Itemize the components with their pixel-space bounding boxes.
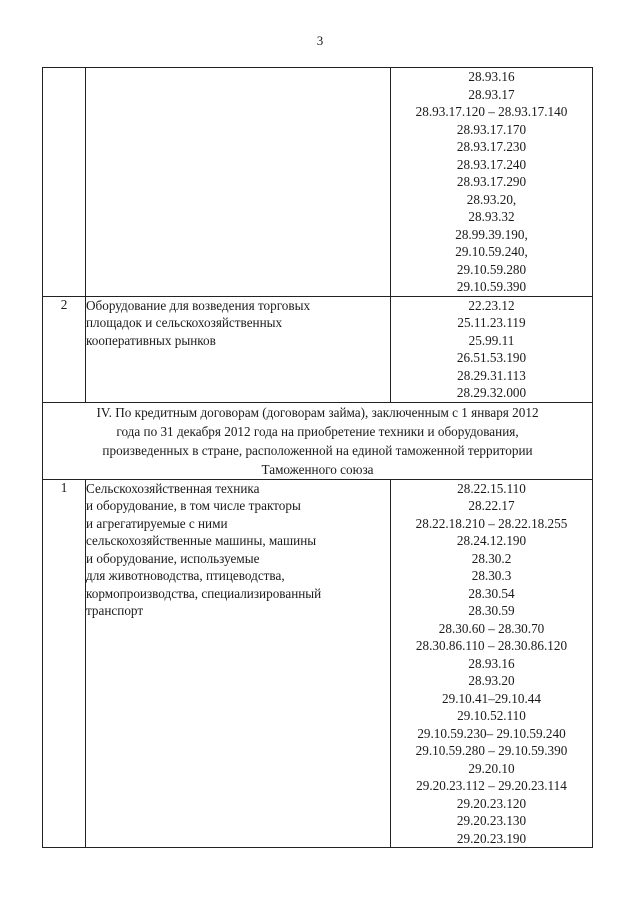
code-item: 29.20.23.190 [456, 830, 527, 846]
code-item: 29.10.59.390 [456, 279, 527, 294]
equipment-codes-table [42, 67, 593, 848]
description-line: транспорт [86, 603, 144, 618]
code-item: 28.30.60 – 28.30.70 [438, 620, 545, 636]
section-heading-line: IV. По кредитным договорам (договорам займа), заключенным с 1 января 2012 [96, 404, 539, 420]
section-header-row [43, 402, 593, 479]
description-line: сельскохозяйственные машины, машины [86, 533, 317, 548]
code-item: 28.99.39.190, [455, 226, 528, 242]
code-item: 25.99.11 [468, 332, 515, 348]
code-item: 28.93.17 [468, 86, 515, 102]
description-line: кормопроизводства, специализированный [86, 585, 322, 601]
number-cell [43, 68, 86, 297]
page-number: 3 [316, 33, 324, 48]
section-heading-line: произведенных в стране, расположенной на единой таможенной территории [102, 442, 533, 458]
code-item: 29.10.59.280 [456, 261, 527, 277]
code-item: 29.20.23.130 [456, 813, 527, 828]
code-item: 28.30.54 [468, 585, 515, 601]
code-item: 28.24.12.190 [456, 533, 527, 548]
code-item: 28.30.86.110 – 28.30.86.120 [415, 638, 568, 653]
codes-cell [391, 296, 593, 402]
code-item: 28.22.15.110 [457, 480, 526, 496]
description-line: Оборудование для возведения торговых [86, 297, 311, 313]
code-item: 25.11.23.119 [457, 315, 526, 330]
code-item: 22.23.12 [468, 297, 515, 313]
code-item: 28.29.31.113 [457, 367, 526, 383]
code-item: 28.22.18.210 – 28.22.18.255 [415, 515, 568, 531]
codes-cell [391, 479, 593, 848]
code-item: 29.10.41–29.10.44 [442, 690, 541, 706]
code-item: 28.93.17.170 [456, 121, 527, 137]
code-item: 28.30.59 [468, 603, 515, 618]
code-item: 28.93.17.290 [456, 174, 527, 189]
description-cell [86, 68, 391, 297]
code-item: 28.30.2 [471, 550, 512, 566]
description-line: и оборудование, в том числе тракторы [86, 498, 301, 513]
code-item: 28.93.16 [468, 655, 515, 671]
description-cell [86, 479, 391, 848]
code-item: 29.20.23.112 – 29.20.23.114 [416, 778, 567, 793]
description-line: и оборудование, используемые [86, 550, 260, 566]
code-item: 28.93.20 [468, 673, 515, 688]
section-heading-line: Таможенного союза [261, 461, 374, 477]
code-item: 28.93.16 [468, 69, 515, 84]
table-row-item-1 [43, 479, 593, 848]
code-item: 28.22.17 [468, 498, 515, 513]
table-row-continued [43, 68, 593, 297]
section-iv-heading [43, 402, 593, 479]
description-line: кооперативных рынков [86, 332, 216, 348]
code-item: 29.10.59.240, [455, 244, 528, 259]
row-number: 1 [43, 479, 86, 848]
code-item: 26.51.53.190 [456, 350, 527, 365]
row-number: 2 [43, 296, 86, 402]
code-item: 28.93.20, [466, 191, 517, 207]
description-line: для животноводства, птицеводства, [86, 568, 285, 583]
code-item: 28.30.3 [471, 568, 512, 583]
description-line: Сельскохозяйственная техника [86, 480, 260, 496]
description-line: и агрегатируемые с ними [86, 515, 228, 531]
description-cell [86, 296, 391, 402]
code-item: 28.93.17.120 – 28.93.17.140 [415, 104, 568, 119]
code-item: 29.10.59.230– 29.10.59.240 [417, 725, 566, 741]
description-line: площадок и сельскохозяйственных [86, 315, 283, 330]
table-row-item-2 [43, 296, 593, 402]
code-item: 28.93.17.240 [456, 156, 527, 172]
code-item: 28.93.17.230 [456, 139, 527, 154]
code-item: 29.20.23.120 [456, 795, 527, 811]
code-item: 29.10.52.110 [457, 708, 526, 723]
code-item: 28.93.32 [468, 209, 515, 224]
code-item: 29.20.10 [468, 760, 515, 776]
codes-cell [391, 68, 593, 297]
code-item: 29.10.59.280 – 29.10.59.390 [415, 743, 568, 758]
section-heading-line: года по 31 декабря 2012 года на приобретение техники и оборудования, [116, 423, 519, 439]
code-item: 28.29.32.000 [456, 385, 527, 400]
